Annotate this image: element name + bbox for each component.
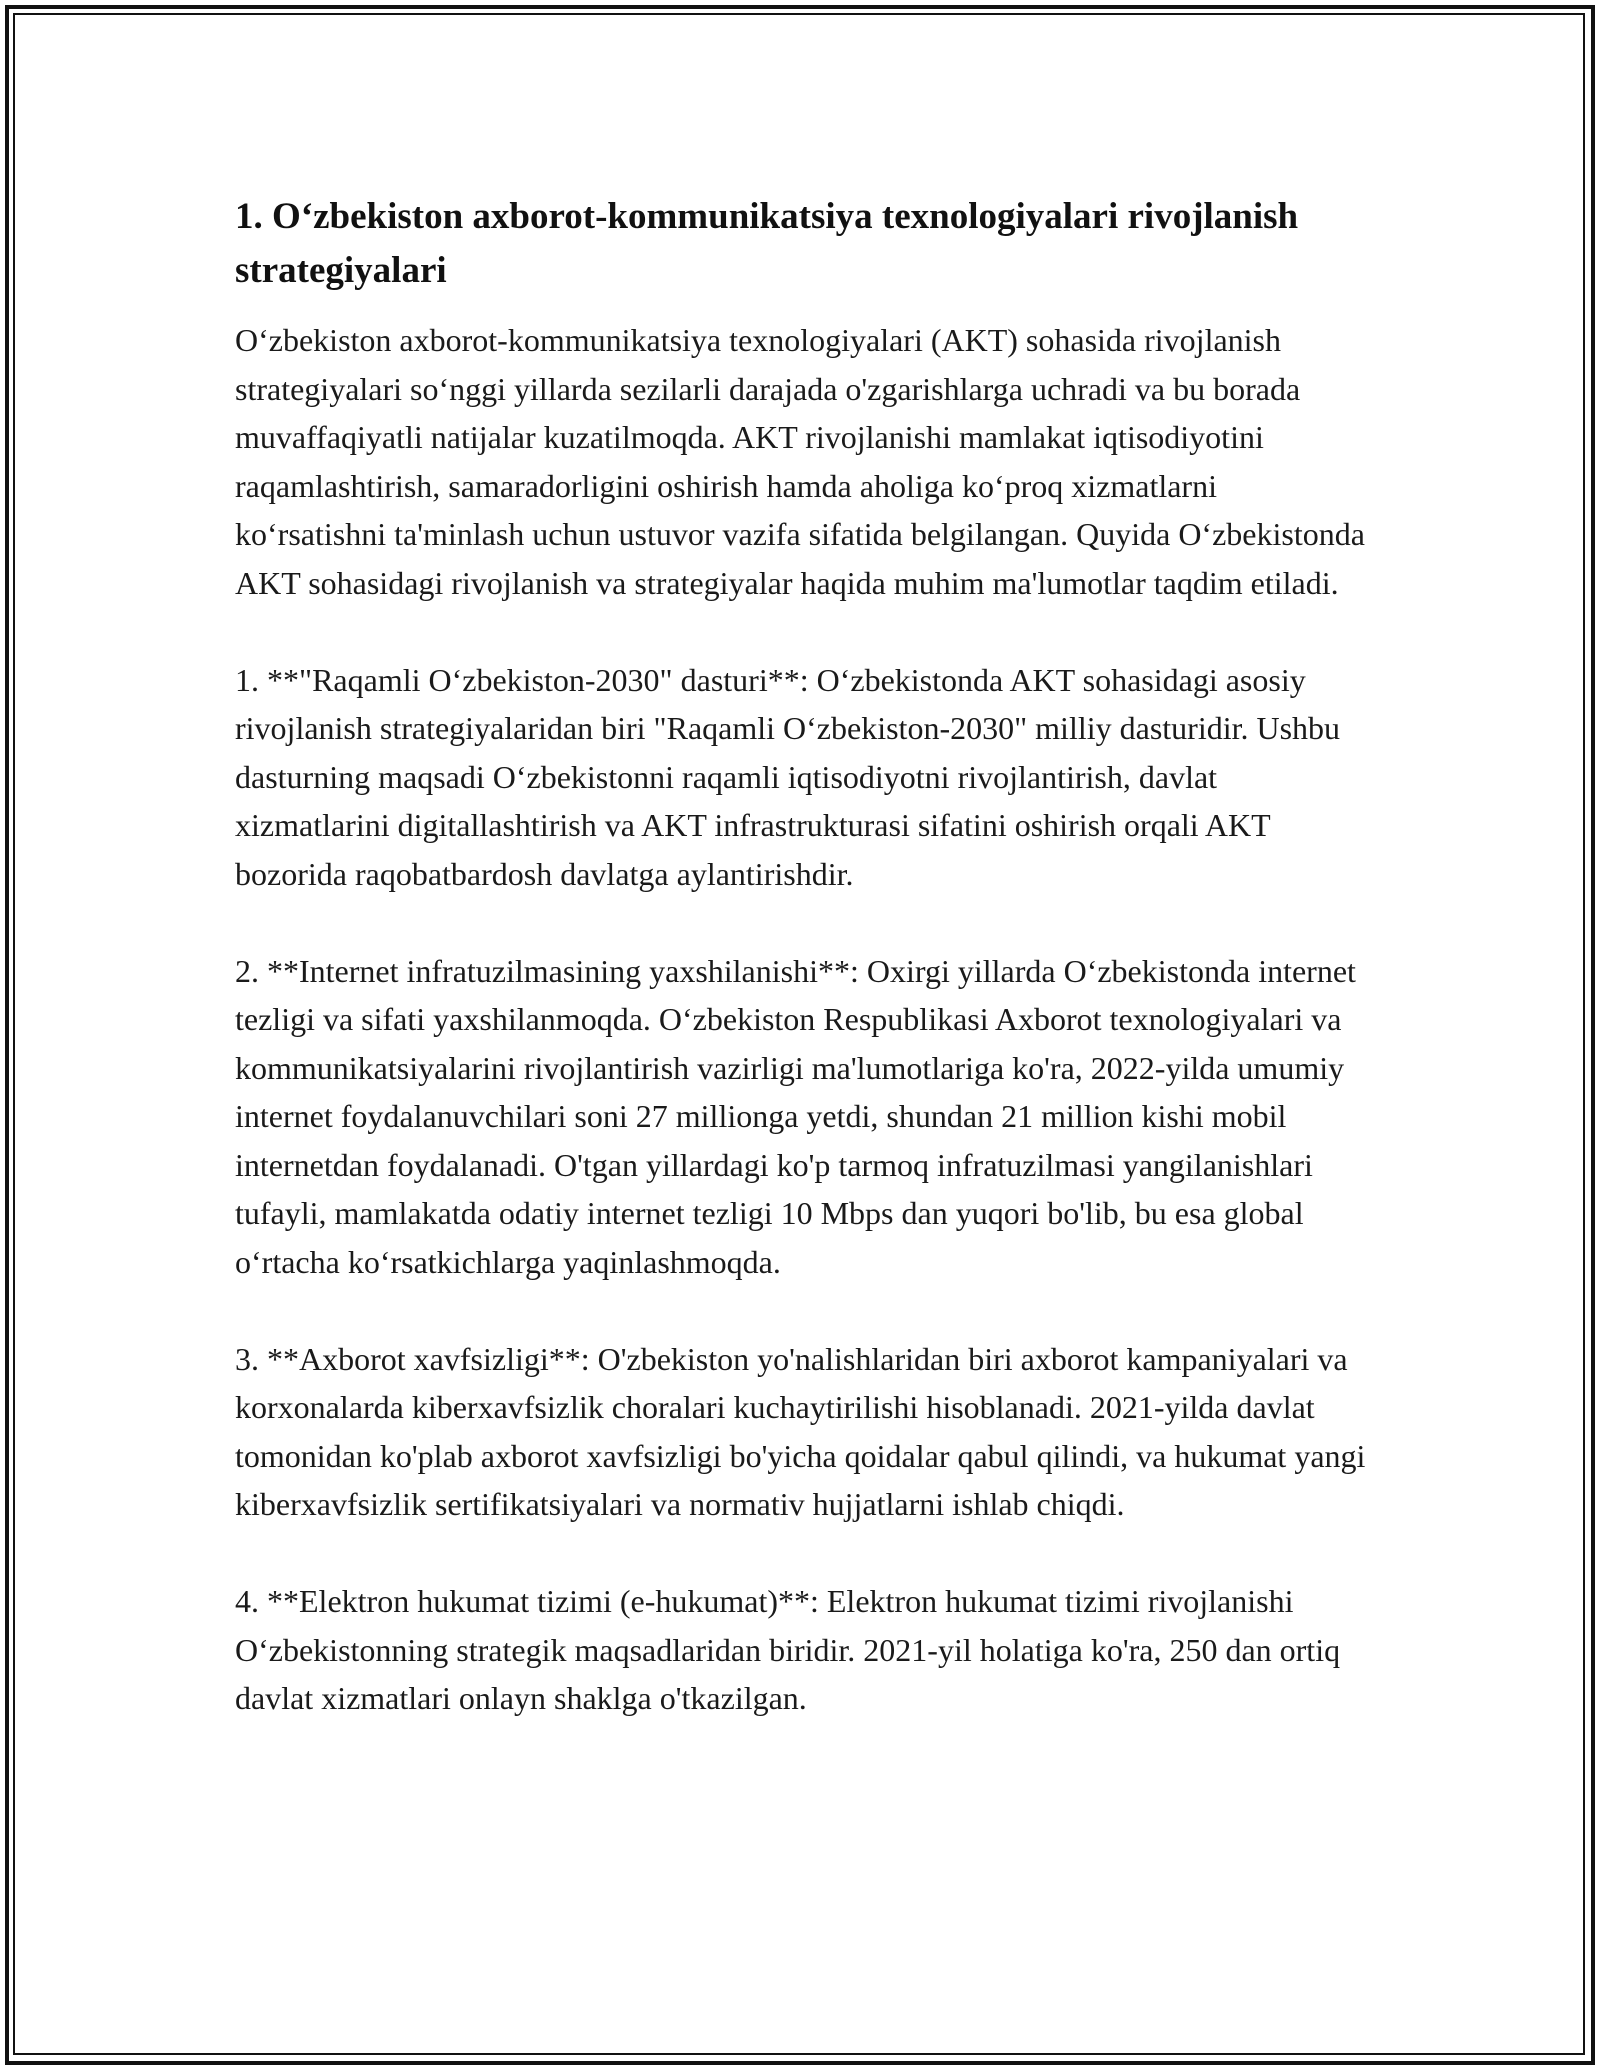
list-item-e-government: 4. **Elektron hukumat tizimi (e-hukumat)**: Elektron hukumat tizimi rivojlanishi O‘zbekistonning strategik maqsadlaridan biridir. 2021-yil holatiga ko'ra, 250 dan ortiq davlat xizmatlari onlayn shaklga o'tkazilgan. <box>235 1583 1341 1716</box>
list-item-information-security: 3. **Axborot xavfsizligi**: O'zbekiston yo'nalishlaridan biri axborot kampaniyalari va korxonalarda kiberxavfsizlik choralari kuchaytirilishi hisoblanadi. 2021-yilda davlat tomonidan ko'plab axborot xavfsizligi bo'yicha qoidalar qabul qilindi, va hukumat yangi kiberxavfsizlik sertifikatsiyalari va normativ hujjatlarni ishlab chiqdi. <box>235 1340 1366 1522</box>
document-title: 1. O‘zbekiston axborot-kommunikatsiya texnologiyalari rivojlanish strategiyalari <box>235 196 1299 291</box>
list-item-digital-uzbekistan: 1. **"Raqamli O‘zbekiston-2030" dasturi**: O‘zbekistonda AKT sohasidagi asosiy rivojlanish strategiyalaridan biri "Raqamli O‘zbekiston-2030" milliy dasturidir. Ushbu dasturning maqsadi O‘zbekistonni raqamli iqtisodiyotni rivojlantirish, davlat xizmatlarini digitallashtirish va AKT infrastrukturasi sifatini oshirish orqali AKT bozorida raqobatbardosh davlatga aylantirishdir. <box>235 661 1341 892</box>
document-body <box>235 190 1375 1723</box>
intro-paragraph: O‘zbekiston axborot-kommunikatsiya texnologiyalari (AKT) sohasida rivojlanish strategiyalari so‘nggi yillarda sezilarli darajada o'zgarishlarga uchradi va bu borada muvaffaqiyatli natijalar kuzatilmoqda. AKT rivojlanishi mamlakat iqtisodiyotini raqamlashtirish, samaradorligini oshirish hamda aholiga ko‘proq xizmatlarni ko‘rsatishni ta'minlash uchun ustuvor vazifa sifatida belgilangan. Quyida O‘zbekistonda AKT sohasidagi rivojlanish va strategiyalar haqida muhim ma'lumotlar taqdim etiladi. <box>235 322 1365 601</box>
list-item-internet-infrastructure: 2. **Internet infratuzilmasining yaxshilanishi**: Oxirgi yillarda O‘zbekistonda internet tezligi va sifati yaxshilanmoqda. O‘zbekiston Respublikasi Axborot texnologiyalari va kommunikatsiyalarini rivojlantirish vazirligi ma'lumotlariga ko'ra, 2022-yilda umumiy internet foydalanuvchilari soni 27 millionga yetdi, shundan 21 million kishi mobil internetdan foydalanadi. O'tgan yillardagi ko'p tarmoq infratuzilmasi yangilanishlari tufayli, mamlakatda odatiy internet tezligi 10 Mbps dan yuqori bo'lib, bu esa global o‘rtacha ko‘rsatkichlarga yaqinlashmoqda. <box>235 952 1356 1280</box>
